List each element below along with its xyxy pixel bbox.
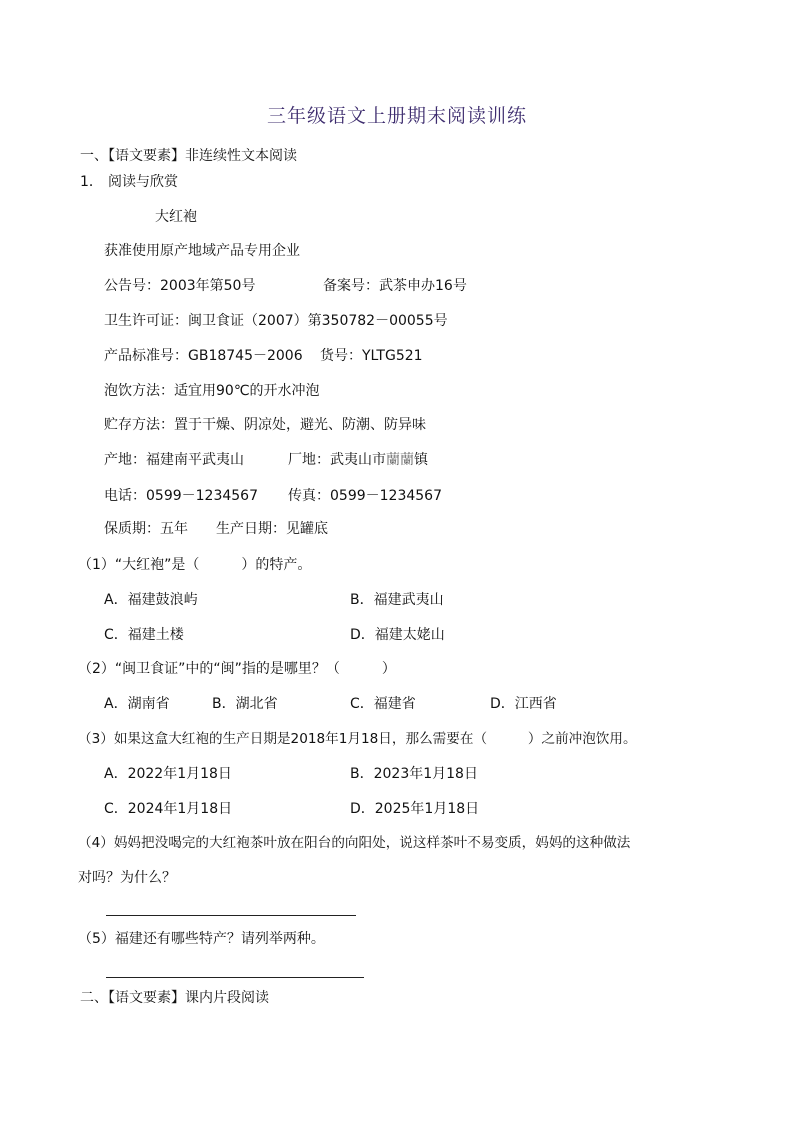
label-notice-no: 公告号：2003年第50号 <box>104 278 256 294</box>
question-5-stem: （5）福建还有哪些特产？请列举两种。 <box>78 931 325 947</box>
label-factory-prefix: 厂地：武夷山市 <box>288 452 386 468</box>
question-5-answer-line[interactable] <box>106 977 364 978</box>
question-1-option-d[interactable]: D．福建太姥山 <box>350 627 445 643</box>
question-1-option-b[interactable]: B．福建武夷山 <box>350 592 444 608</box>
page-title: 三年级语文上册期末阅读训练 <box>266 105 527 127</box>
question-2-option-a[interactable]: A．湖南省 <box>104 696 170 712</box>
question-3-option-b[interactable]: B．2023年1月18日 <box>350 766 478 782</box>
question-2-option-c[interactable]: C．福建省 <box>350 696 416 712</box>
question-2-option-d[interactable]: D．江西省 <box>490 696 557 712</box>
question-3-option-d[interactable]: D．2025年1月18日 <box>350 801 480 817</box>
question-4-answer-line[interactable] <box>106 915 356 916</box>
label-standard-no: 产品标准号：GB18745－2006 <box>104 348 303 364</box>
label-brewing: 泡饮方法：适宜用90℃的开水冲泡 <box>104 383 320 399</box>
question-3-stem: （3）如果这盒大红袍的生产日期是2018年1月18日，那么需要在（ ）之前冲泡饮用。 <box>78 731 637 747</box>
label-phone: 电话：0599－1234567 <box>104 488 258 504</box>
question-1-option-c[interactable]: C．福建土楼 <box>104 627 184 643</box>
label-factory-suffix: 镇 <box>414 452 428 468</box>
label-record-no: 备案号：武茶申办16号 <box>323 278 467 294</box>
question-4-stem-line2: 对吗？为什么？ <box>78 870 176 886</box>
question-3-option-c[interactable]: C．2024年1月18日 <box>104 801 233 817</box>
question-2-option-b[interactable]: B．湖北省 <box>212 696 278 712</box>
question-4-stem-line1: （4）妈妈把没喝完的大红袍茶叶放在阳台的向阳处，说这样茶叶不易变质，妈妈的这种做法 <box>78 835 631 851</box>
label-origin: 产地：福建南平武夷山 <box>104 452 244 468</box>
section1-heading: 一、【语文要素】非连续性文本阅读 <box>80 148 297 164</box>
question1-label: 阅读与欣赏 <box>108 174 178 190</box>
label-fax: 传真：0599－1234567 <box>288 488 442 504</box>
question-1-stem: （1）“大红袍”是（ ）的特产。 <box>78 557 312 573</box>
label-production-date: 生产日期：见罐底 <box>216 521 328 537</box>
question-2-stem: （2）“闽卫食证”中的“闽”指的是哪里？（ ） <box>78 661 396 677</box>
question-1-option-a[interactable]: A．福建鼓浪屿 <box>104 592 198 608</box>
question-3-option-a[interactable]: A．2022年1月18日 <box>104 766 232 782</box>
section2-heading: 二、【语文要素】课内片段阅读 <box>80 990 269 1006</box>
label-approved-line: 获准使用原产地域产品专用企业 <box>104 243 300 259</box>
label-shelf-life: 保质期：五年 <box>104 521 188 537</box>
label-factory-grey: 蘭蘭 <box>386 452 414 468</box>
product-name: 大红袍 <box>155 209 197 225</box>
label-hygiene-license: 卫生许可证：闽卫食证（2007）第350782－00055号 <box>104 313 448 329</box>
label-storage: 贮存方法：置于干燥、阴凉处，避光、防潮、防异味 <box>104 417 426 433</box>
label-factory <box>288 450 428 470</box>
question1-number: 1． <box>80 174 103 190</box>
label-item-no: 货号：YLTG521 <box>320 348 423 364</box>
